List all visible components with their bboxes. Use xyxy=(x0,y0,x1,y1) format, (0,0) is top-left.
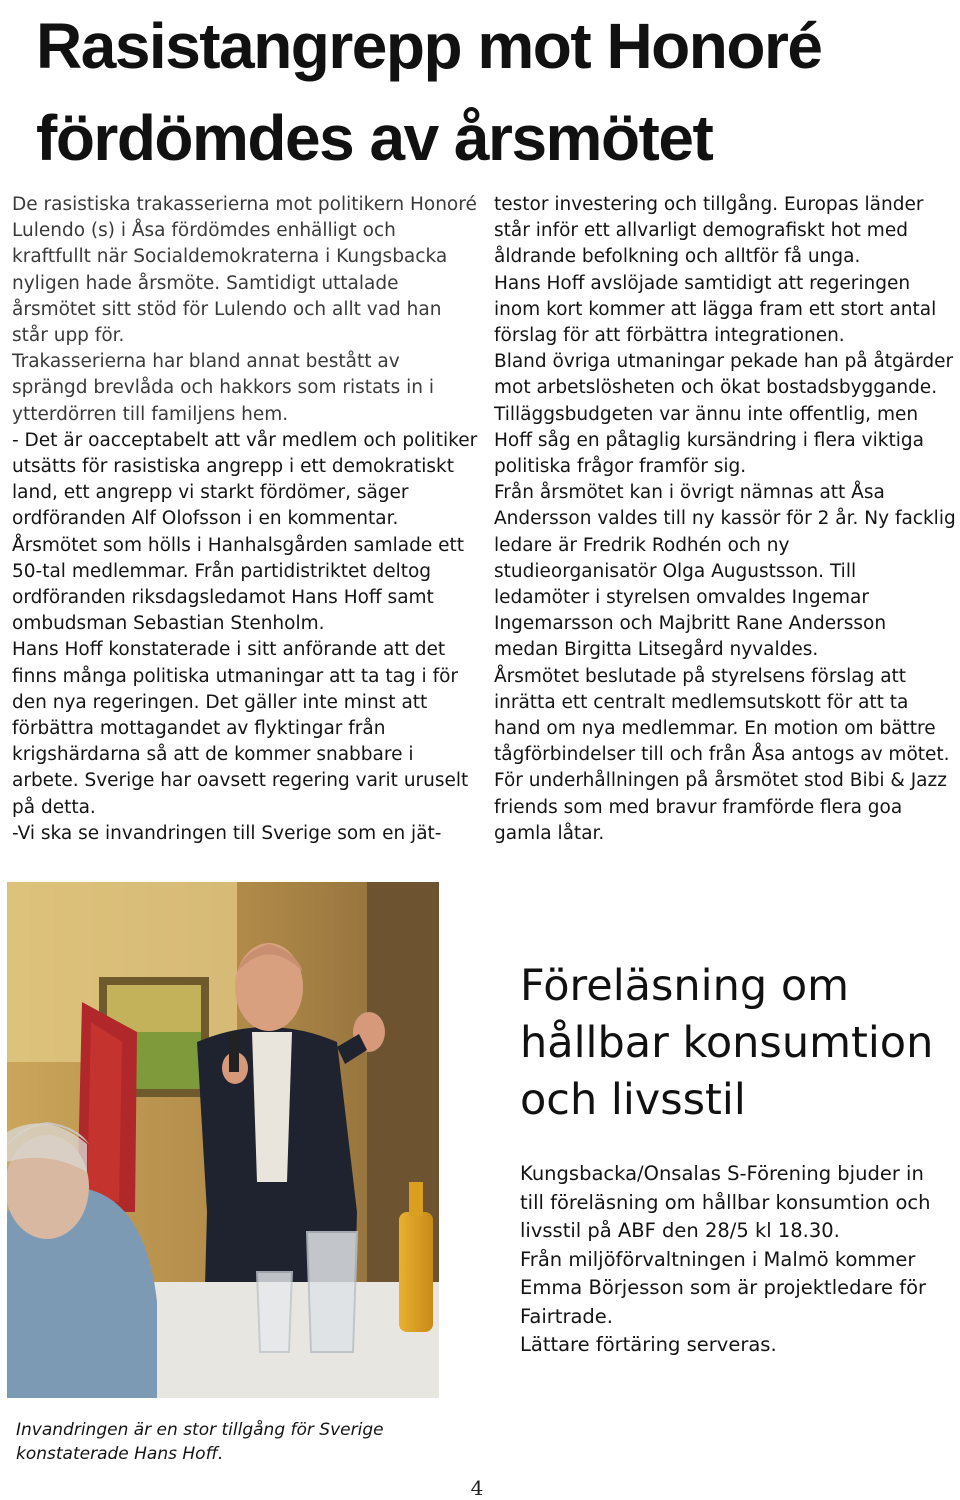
notice-headline: Föreläsning om hållbar konsumtion och livsstil xyxy=(520,961,934,1125)
notice-paragraph: Kungsbacka/Onsalas S-Förening bjuder in till föreläsning om hållbar konsumtion och livsstil på ABF den 28/5 kl 18.30. xyxy=(520,1162,931,1242)
article-paragraph: Hans Hoff konstaterade i sitt anförande att det finns många politiska utmaningar att ta tag i för den nya regeringen. Det gäller inte minst att förbättra mottagandet av flyktingar från krigshärdarna så att de kommer snabbare i arbete. Sverige har oavsett regering varit uruselt på detta. xyxy=(12,639,469,818)
article-headline: Rasistangrepp mot Honoré fördömdes av årsmötet xyxy=(36,10,822,174)
article-right-column xyxy=(494,192,956,847)
article-paragraph: - Det är oacceptabelt att vår medlem och politiker utsätts för rasistiska angrepp i ett demokratiskt land, ett angrepp vi starkt fördömer, säger ordföranden Alf Olofsson i en kommentar. xyxy=(12,429,478,530)
page-number: 4 xyxy=(470,1476,484,1500)
article-paragraph: För underhållningen på årsmötet stod Bibi & Jazz friends som med bravur framförde flera goa gamla låtar. xyxy=(494,770,947,844)
article-paragraph: De rasistiska trakasserierna mot politikern Honoré Lulendo (s) i Åsa fördömdes enhälligt och kraftfullt när Socialdemokraterna i Kungsbacka nyligen hade årsmöte. Samtidigt uttalade årsmötet sitt stöd för Lulendo och allt vad han står upp för. xyxy=(12,194,477,347)
article-paragraph: testor investering och tillgång. Europas länder står inför ett allvarligt demografiskt hot med åldrande befolkning och alltför få unga. xyxy=(494,194,924,268)
article-left-column xyxy=(12,192,480,847)
article-paragraph: Hans Hoff avslöjade samtidigt att regeringen inom kort kommer att lägga fram ett stort antal förslag för att förbättra integrationen. xyxy=(494,272,937,347)
speaker-photo xyxy=(7,882,439,1398)
article-paragraph: Från årsmötet kan i övrigt nämnas att Åsa Andersson valdes till ny kassör för 2 år. Ny facklig ledare är Fredrik Rodhén och ny studieorganisatör Olga Augustsson. Till ledamöter i styrelsen omvaldes Ingemar Ingemarsson och Majbritt Rane Andersson medan Birgitta Litsegård nyvaldes. xyxy=(494,482,956,661)
article-paragraph: Årsmötet som hölls i Hanhalsgården samlade ett 50-tal medlemmar. Från partidistriktet deltog ordföranden riksdagsledamot Hans Hoff samt ombudsman Sebastian Stenholm. xyxy=(12,534,465,635)
notice-paragraph: Lättare förtäring serveras. xyxy=(520,1333,777,1356)
article-paragraph: -Vi ska se invandringen till Sverige som en jät- xyxy=(12,822,442,844)
article-paragraph: Trakasserierna har bland annat bestått av sprängd brevlåda och hakkors som ristats in i ytterdörren till familjens hem. xyxy=(12,351,434,425)
notice-paragraph: Från miljöförvaltningen i Malmö kommer Emma Börjesson som är projektledare för Fairtrade. xyxy=(520,1247,927,1328)
photo-caption: Invandringen är en stor tillgång för Sverige konstaterade Hans Hoff. xyxy=(16,1420,384,1464)
article-paragraph: Bland övriga utmaningar pekade han på åtgärder mot arbetslösheten och ökat bostadsbyggande. Tilläggsbudgeten var ännu inte offentlig, men Hoff såg en påtaglig kursändring i flera viktiga politiska frågor framför sig. xyxy=(494,351,954,478)
article-paragraph: Årsmötet beslutade på styrelsens förslag att inrätta ett centralt medlemsutskott för att ta hand om nya medlemmar. En motion om bättre tågförbindelser till och från Åsa antogs av mötet. xyxy=(494,665,950,766)
notice-body xyxy=(520,1160,952,1360)
